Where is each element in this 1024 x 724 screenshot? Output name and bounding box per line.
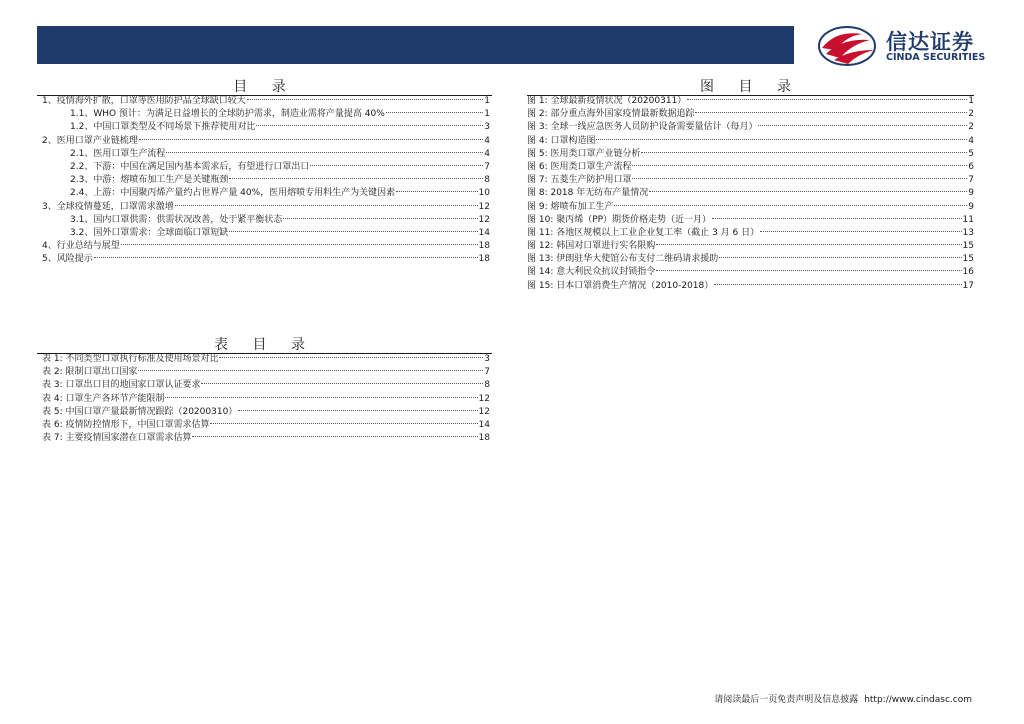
tables-entry-text: 表 1: 不同类型口罩执行标准及使用场景对比 [42,354,219,364]
dot-leader [247,99,484,100]
toc-entry-page: 12 [478,201,490,212]
figures-entry-page: 9 [968,201,974,212]
dot-leader [687,99,967,100]
figures-entry-text: 图 3: 全球一线应急医务人员防护设备需要量估计（每月） [527,122,758,133]
figures-entry[interactable] [527,161,974,174]
figures-entry-text: 图 5: 医用类口罩产业链分析 [527,148,641,159]
dot-leader [649,191,967,192]
figures-entry[interactable] [527,95,974,108]
toc-title: 目 录 [233,79,296,95]
toc-entry[interactable] [42,174,490,187]
toc-entry[interactable] [42,121,490,134]
dot-leader [229,231,477,232]
toc-entry-text: 2.1、医用口罩生产流程 [70,148,166,159]
dot-leader [760,231,961,232]
figures-entry-page: 5 [968,148,974,159]
toc-entry-page: 8 [484,175,490,186]
figures-list [527,95,974,293]
toc-entry-text: 1.1、WHO 预计：为满足日益增长的全球防护需求，制造业需将产量提高 40% [70,109,385,120]
figures-entry[interactable] [527,108,974,121]
figures-entry[interactable] [527,214,974,227]
dot-leader [641,152,967,153]
tables-entry[interactable] [42,406,490,419]
dot-leader [596,139,967,140]
dot-leader [94,257,478,258]
toc-entry-text: 2.4、上游：中国聚丙烯产量约占世界产量 40%，医用熔喷专用料生产为关键因素 [70,188,396,199]
toc-entry-text: 2.2、下游：中国在满足国内基本需求后，有望进行口罩出口 [70,161,310,172]
toc-entry[interactable] [42,148,490,161]
footer [714,692,972,705]
footer-url[interactable]: http://www.cindasc.com [864,695,972,705]
toc-entry-page: 14 [478,227,490,238]
tables-list [42,353,490,445]
dot-leader [210,423,477,424]
figures-entry[interactable] [527,280,974,293]
figures-entry[interactable] [527,266,974,279]
figures-entry[interactable] [527,187,974,200]
figures-entry-text: 图 10: 聚丙烯（PP）期货价格走势（近一月） [527,214,712,225]
figures-entry-page: 7 [968,175,974,186]
toc-entry-text: 1、疫情海外扩散，口罩等医用防护品全球缺口较大 [42,96,246,106]
header-banner [37,26,794,64]
figures-entry-text: 图 12: 韩国对口罩进行实名限购 [527,241,656,252]
figures-entry-text: 图 4: 口罩构造图 [527,135,596,146]
tables-entry-text: 表 3: 口罩出口目的地国家口罩认证要求 [42,380,201,391]
figures-entry-page: 15 [962,254,974,265]
figures-entry-page: 2 [968,122,974,133]
toc-entry-text: 4、行业总结与展望 [42,241,120,252]
dot-leader [656,244,961,245]
toc-entry-page: 3 [484,122,490,133]
toc-entry-page: 18 [478,254,490,265]
toc-entry-text: 2、医用口罩产业链梳理 [42,135,138,146]
toc-entry-text: 3.2、国外口罩需求：全球面临口罩短缺 [70,227,229,238]
figures-entry-text: 图 9: 熔喷布加工生产 [527,201,614,212]
figures-entry-text: 图 1: 全球最新疫情状况（20200311） [527,96,687,106]
toc-entry-page: 4 [484,148,490,159]
figures-entry-page: 4 [968,135,974,146]
tables-entry[interactable] [42,366,490,379]
dot-leader [201,383,483,384]
figures-entry[interactable] [527,135,974,148]
figures-entry-page: 9 [968,188,974,199]
dot-leader [719,257,961,258]
tables-entry[interactable] [42,419,490,432]
logo-english-name: CINDA SECURITIES [886,52,986,63]
dot-leader [712,218,961,219]
figures-title: 图 目 录 [700,79,801,95]
tables-entry-page: 7 [484,367,490,378]
toc-entry-page: 10 [478,188,490,199]
toc-entry[interactable] [42,240,490,253]
dot-leader [138,370,483,371]
tables-entry[interactable] [42,393,490,406]
toc-entry-page: 1 [484,96,490,106]
figures-entry[interactable] [527,148,974,161]
figures-entry-text: 图 11: 各地区规模以上工业企业复工率（截止 3 月 6 日） [527,227,760,238]
figures-entry[interactable] [527,240,974,253]
figures-entry-text: 图 6: 医用类口罩生产流程 [527,161,632,172]
dot-leader [238,410,477,411]
toc-entry[interactable] [42,227,490,240]
tables-entry-page: 18 [478,433,490,444]
toc-entry-page: 7 [484,161,490,172]
dot-leader [219,357,483,358]
figures-entry-page: 1 [968,96,974,106]
figures-entry-text: 图 2: 部分重点海外国家疫情最新数据追踪 [527,109,695,120]
tables-entry-page: 14 [478,419,490,430]
dot-leader [229,178,483,179]
toc-list [42,95,490,266]
toc-entry[interactable] [42,135,490,148]
cinda-logo-icon [816,24,878,68]
toc-entry-page: 12 [478,214,490,225]
tables-entry-text: 表 5: 中国口罩产量最新情况跟踪（20200310） [42,406,238,417]
figures-entry-page: 13 [962,227,974,238]
figures-entry-text: 图 14: 意大利民众抗议封锁指令 [527,267,656,278]
dot-leader [121,244,478,245]
figures-entry[interactable] [527,253,974,266]
toc-entry-text: 5、风险提示 [42,254,93,265]
figures-entry[interactable] [527,121,974,134]
toc-entry-page: 18 [478,241,490,252]
tables-entry-page: 3 [484,354,490,364]
cinda-logo [816,24,996,68]
dot-leader [695,112,967,113]
tables-entry[interactable] [42,379,490,392]
tables-entry[interactable] [42,353,490,366]
dot-leader [714,284,961,285]
dot-leader [175,205,478,206]
dot-leader [283,218,477,219]
dot-leader [386,112,483,113]
figures-entry-page: 16 [962,267,974,278]
toc-entry[interactable] [42,187,490,200]
dot-leader [256,125,483,126]
toc-entry[interactable] [42,95,490,108]
tables-entry-page: 8 [484,380,490,391]
figures-entry-page: 2 [968,109,974,120]
dot-leader [632,178,967,179]
toc-entry-text: 1.2、中国口罩类型及不同场景下推荐使用对比 [70,122,256,133]
figures-entry[interactable] [527,174,974,187]
toc-entry[interactable] [42,253,490,266]
toc-entry[interactable] [42,214,490,227]
toc-entry-page: 4 [484,135,490,146]
figures-entry-text: 图 13: 伊朗驻华大使馆公布支付二维码请求援助 [527,254,719,265]
tables-entry-text: 表 6: 疫情防控情形下，中国口罩需求估算 [42,419,210,430]
figures-entry[interactable] [527,227,974,240]
dot-leader [632,165,967,166]
figures-entry-text: 图 8: 2018 年无纺布产量情况 [527,188,649,199]
dot-leader [656,270,961,271]
tables-entry-text: 表 4: 口罩生产各环节产能限制 [42,393,165,404]
dot-leader [192,436,477,437]
tables-title: 表 目 录 [214,337,315,353]
dot-leader [139,139,484,140]
dot-leader [310,165,483,166]
toc-entry-text: 3、全球疫情蔓延，口罩需求激增 [42,201,174,212]
tables-entry-text: 表 2: 限制口罩出口国家 [42,367,138,378]
dot-leader [165,397,477,398]
toc-entry[interactable] [42,108,490,121]
dot-leader [396,191,477,192]
tables-entry-page: 12 [478,406,490,417]
dot-leader [758,125,967,126]
toc-entry-page: 1 [484,109,490,120]
dot-leader [166,152,483,153]
figures-entry-page: 17 [962,280,974,291]
toc-entry-text: 3.1、国内口罩供需：供需状况改善，处于紧平衡状态 [70,214,283,225]
tables-entry[interactable] [42,432,490,445]
footer-disclaimer: 请阅读最后一页免责声明及信息披露 [714,695,859,705]
logo-chinese-name: 信达证券 [886,30,974,54]
figures-entry-page: 6 [968,161,974,172]
toc-entry-text: 2.3、中游：熔喷布加工生产是关键瓶颈 [70,175,229,186]
dot-leader [614,205,967,206]
toc-entry[interactable] [42,161,490,174]
toc-entry[interactable] [42,201,490,214]
figures-entry-page: 11 [962,214,974,225]
figures-entry-text: 图 7: 五菱生产防护用口罩 [527,175,632,186]
figures-entry[interactable] [527,201,974,214]
figures-entry-text: 图 15: 日本口罩消费生产情况（2010-2018） [527,280,714,291]
tables-entry-page: 12 [478,393,490,404]
tables-entry-text: 表 7: 主要疫情国家潜在口罩需求估算 [42,433,192,444]
figures-entry-page: 15 [962,241,974,252]
